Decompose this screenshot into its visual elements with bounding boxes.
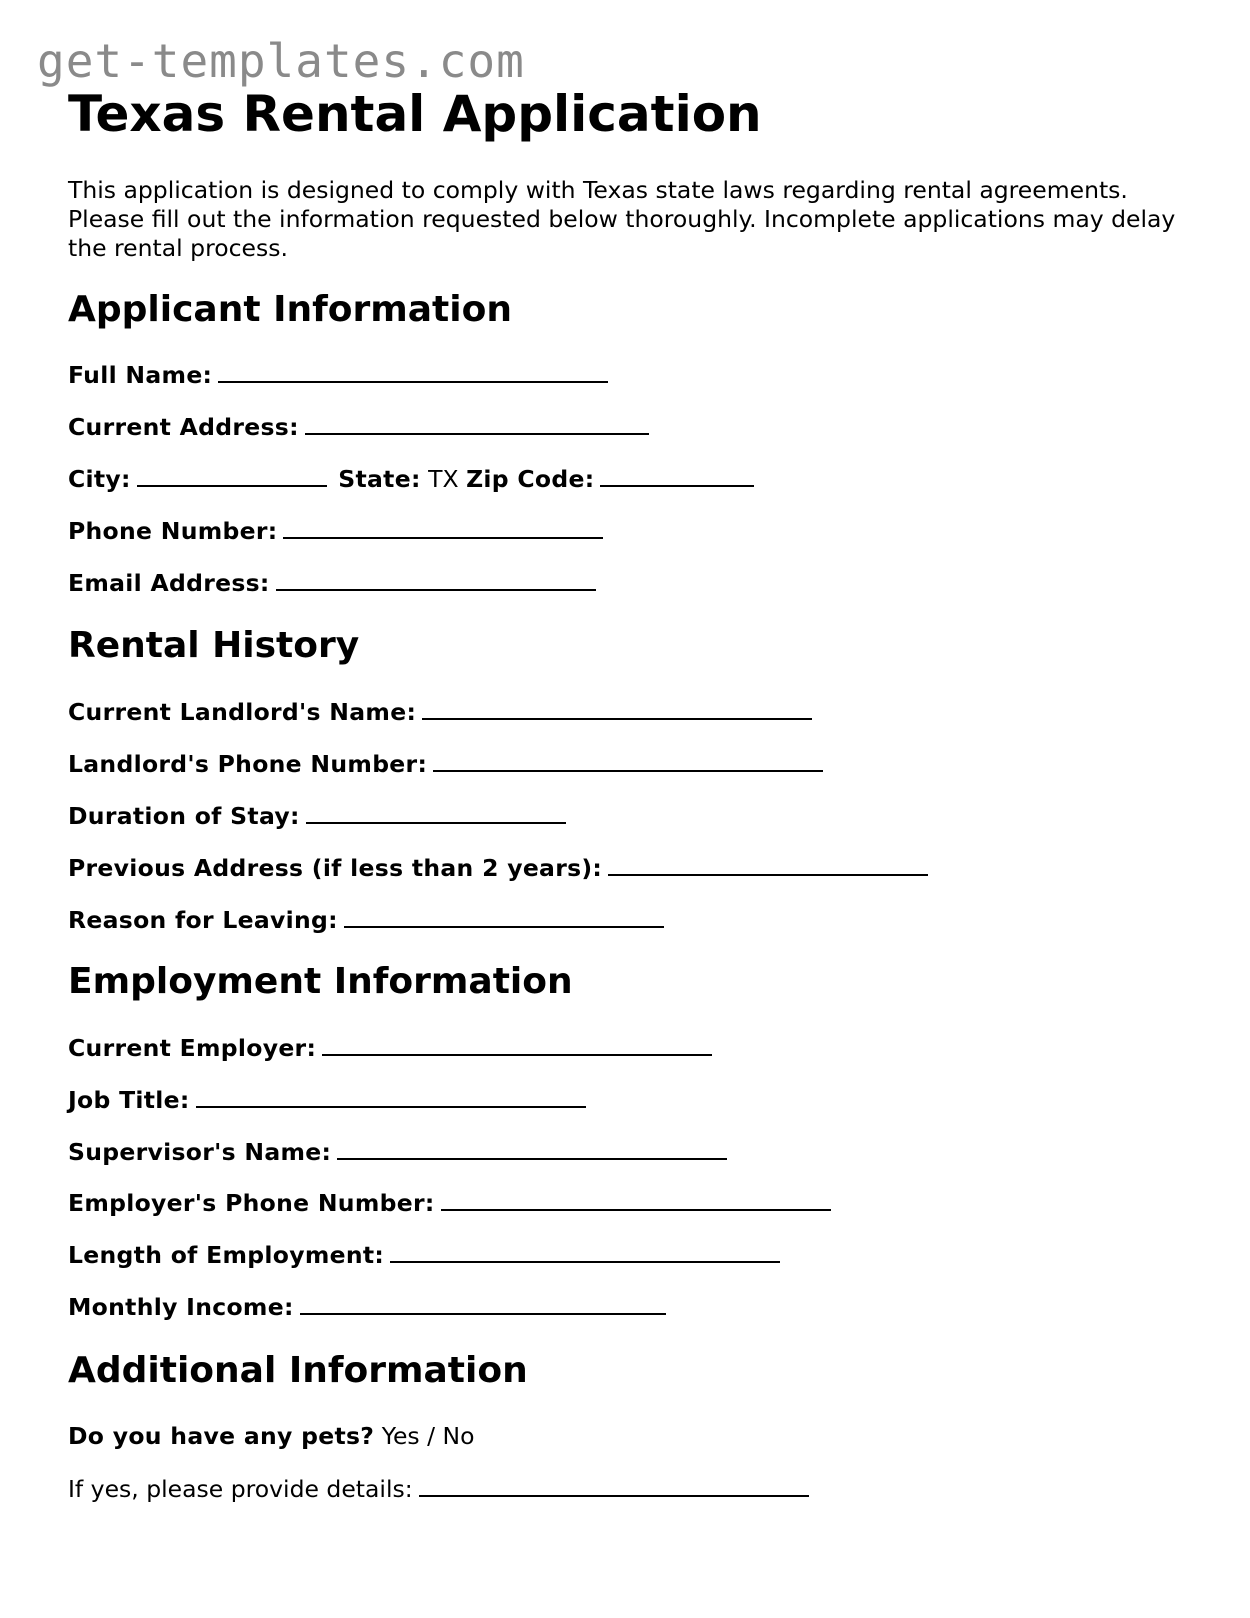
phone-number-field bbox=[68, 515, 603, 546]
landlord-name-field bbox=[68, 696, 812, 727]
supervisor-name-label: Supervisor's Name: bbox=[68, 1138, 332, 1166]
state-label: State: bbox=[338, 465, 421, 493]
landlord-phone-field bbox=[68, 748, 823, 779]
employer-phone-input[interactable] bbox=[441, 1187, 831, 1211]
monthly-income-field bbox=[68, 1291, 666, 1322]
job-title-input[interactable] bbox=[196, 1084, 586, 1108]
current-address-input[interactable] bbox=[305, 411, 649, 435]
watermark: get-templates.com bbox=[37, 34, 525, 88]
pets-details-label: If yes, please provide details: bbox=[68, 1475, 413, 1503]
duration-of-stay-field bbox=[68, 800, 566, 831]
current-address-label: Current Address: bbox=[68, 413, 299, 441]
employer-phone-label: Employer's Phone Number: bbox=[68, 1189, 435, 1217]
monthly-income-input[interactable] bbox=[300, 1291, 666, 1315]
landlord-phone-input[interactable] bbox=[433, 748, 823, 772]
supervisor-name-field bbox=[68, 1136, 727, 1167]
page-title: Texas Rental Application bbox=[68, 85, 762, 143]
previous-address-input[interactable] bbox=[608, 852, 928, 876]
employer-phone-field bbox=[68, 1187, 831, 1218]
current-address-field bbox=[68, 411, 649, 442]
full-name-input[interactable] bbox=[218, 359, 608, 383]
length-of-employment-label: Length of Employment: bbox=[68, 1241, 385, 1269]
landlord-name-label: Current Landlord's Name: bbox=[68, 698, 417, 726]
full-name-field bbox=[68, 359, 608, 390]
email-address-field bbox=[68, 567, 596, 598]
applicant-information-heading: Applicant Information bbox=[68, 289, 512, 330]
length-of-employment-field bbox=[68, 1239, 780, 1270]
landlord-name-input[interactable] bbox=[422, 696, 812, 720]
pets-details-field bbox=[68, 1473, 809, 1504]
duration-of-stay-label: Duration of Stay: bbox=[68, 802, 300, 830]
phone-number-input[interactable] bbox=[283, 515, 603, 539]
supervisor-name-input[interactable] bbox=[337, 1136, 727, 1160]
reason-for-leaving-field bbox=[68, 904, 664, 935]
zip-code-label: Zip Code: bbox=[466, 465, 595, 493]
city-input[interactable] bbox=[137, 463, 327, 487]
duration-of-stay-input[interactable] bbox=[306, 800, 566, 824]
email-address-label: Email Address: bbox=[68, 569, 270, 597]
reason-for-leaving-label: Reason for Leaving: bbox=[68, 906, 338, 934]
state-value: TX bbox=[428, 465, 459, 493]
phone-number-label: Phone Number: bbox=[68, 517, 278, 545]
previous-address-field bbox=[68, 852, 928, 883]
current-employer-label: Current Employer: bbox=[68, 1034, 317, 1062]
current-employer-field bbox=[68, 1032, 712, 1063]
pets-question-field bbox=[68, 1421, 474, 1451]
employment-information-heading: Employment Information bbox=[68, 961, 573, 1002]
reason-for-leaving-input[interactable] bbox=[344, 904, 664, 928]
current-employer-input[interactable] bbox=[322, 1032, 712, 1056]
monthly-income-label: Monthly Income: bbox=[68, 1293, 294, 1321]
previous-address-label: Previous Address (if less than 2 years): bbox=[68, 854, 603, 882]
city-state-zip-field bbox=[68, 463, 754, 494]
rental-history-heading: Rental History bbox=[68, 625, 360, 666]
additional-information-heading: Additional Information bbox=[68, 1350, 528, 1391]
pets-options[interactable]: Yes / No bbox=[381, 1422, 475, 1450]
job-title-field bbox=[68, 1084, 586, 1115]
full-name-label: Full Name: bbox=[68, 361, 213, 389]
intro-paragraph: This application is designed to comply with Texas state laws regarding rental agreements. Please fill out the information requested below thoroughly. Incomplete applications may delay the rental process. bbox=[68, 176, 1176, 262]
length-of-employment-input[interactable] bbox=[390, 1239, 780, 1263]
pets-details-input[interactable] bbox=[419, 1473, 809, 1497]
city-label: City: bbox=[68, 465, 131, 493]
landlord-phone-label: Landlord's Phone Number: bbox=[68, 750, 428, 778]
pets-question-label: Do you have any pets? bbox=[68, 1422, 375, 1450]
email-address-input[interactable] bbox=[276, 567, 596, 591]
job-title-label: Job Title: bbox=[68, 1086, 190, 1114]
zip-code-input[interactable] bbox=[600, 463, 754, 487]
